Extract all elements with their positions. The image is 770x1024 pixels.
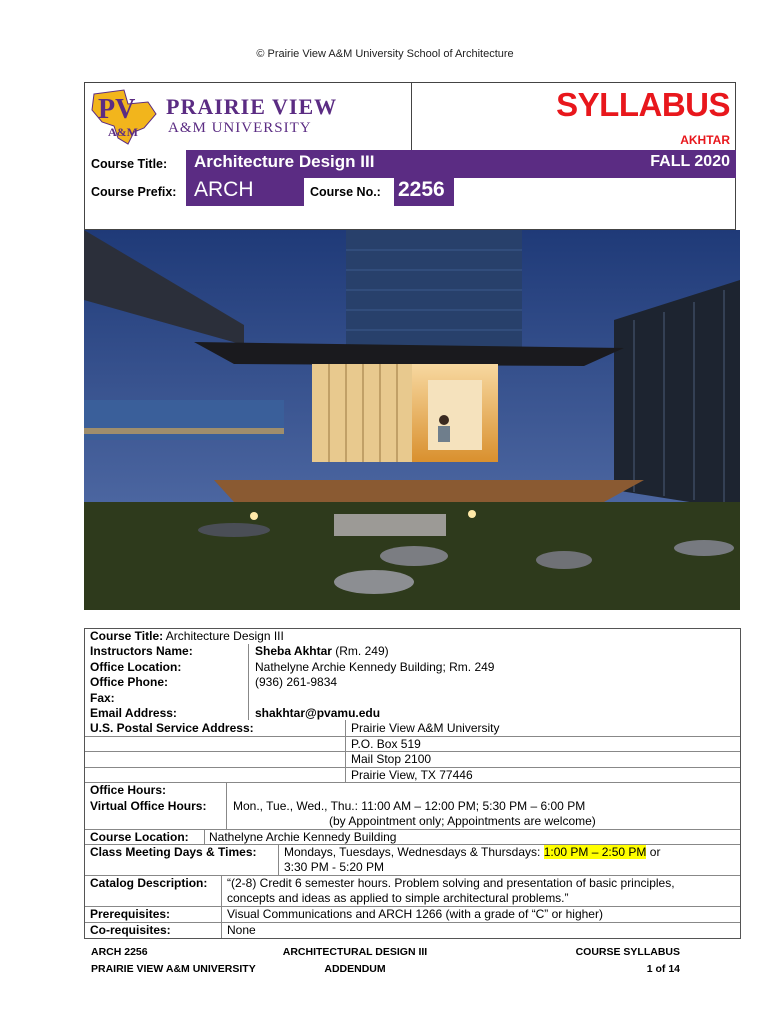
- copyright-notice: © Prairie View A&M University School of Architecture: [256, 48, 514, 60]
- office-location-label: Office Location:: [90, 660, 182, 674]
- footer-university: PRAIRIE VIEW A&M UNIVERSITY: [91, 963, 256, 975]
- meeting-or: or: [649, 845, 661, 859]
- syllabus-term: FALL 2020: [650, 153, 730, 170]
- office-phone-label: Office Phone:: [90, 675, 169, 689]
- info-course-title-row: [90, 629, 284, 645]
- prereq-value: Visual Communications and ARCH 1266 (with a grade of “C” or higher): [227, 907, 603, 921]
- footer-course-code: ARCH 2256: [91, 946, 148, 958]
- divider: [221, 875, 222, 938]
- hero-photo: [84, 230, 740, 610]
- prereq-label: Prerequisites:: [90, 907, 171, 921]
- rooftop-pavilion-illustration: [84, 230, 740, 610]
- email-value[interactable]: shakhtar@pvamu.edu: [255, 706, 381, 720]
- postal-line-2: P.O. Box 519: [351, 737, 421, 751]
- fax-label: Fax:: [90, 691, 115, 705]
- catalog-line1: “(2-8) Credit 6 semester hours. Problem solving and presentation of basic principles,: [227, 876, 675, 890]
- logo-monogram: PV: [98, 94, 136, 125]
- university-logo: [84, 82, 412, 150]
- instructor-row: [255, 644, 389, 660]
- course-prefix-label: Course Prefix:: [91, 185, 177, 199]
- instructor-name: Sheba Akhtar: [255, 644, 332, 658]
- course-prefix-value: ARCH: [194, 178, 254, 201]
- coreq-label: Co-requisites:: [90, 923, 171, 937]
- syllabus-author: AKHTAR: [680, 133, 730, 147]
- instructor-room: (Rm. 249): [335, 644, 389, 658]
- pvamu-logo-icon: [84, 82, 412, 150]
- divider: [204, 829, 205, 845]
- meeting-label: Class Meeting Days & Times:: [90, 845, 257, 859]
- postal-label: U.S. Postal Service Address:: [90, 721, 254, 735]
- catalog-label: Catalog Description:: [90, 876, 208, 890]
- info-course-title-value: Architecture Design III: [165, 629, 284, 643]
- email-label: Email Address:: [90, 706, 177, 720]
- divider: [248, 644, 249, 720]
- footer-right: [576, 944, 680, 978]
- divider: [226, 783, 227, 829]
- course-location-value: Nathelyne Archie Kennedy Building: [209, 830, 397, 844]
- logo-monogram-sub: A&M: [108, 125, 138, 139]
- meeting-time-highlight: 1:00 PM – 2:50 PM: [543, 845, 647, 859]
- logo-line2: A&M UNIVERSITY: [168, 120, 312, 136]
- office-phone-value: (936) 261-9834: [255, 675, 338, 689]
- catalog-line2: concepts and ideas as applied to simple architectural problems.”: [227, 891, 569, 905]
- page-number: 1 of 14: [646, 963, 680, 975]
- divider: [278, 844, 279, 876]
- virtual-hours-label: Virtual Office Hours:: [90, 799, 207, 813]
- footer-doc-type: COURSE SYLLABUS: [575, 946, 680, 958]
- office-location-value: Nathelyne Archie Kennedy Building; Rm. 249: [255, 660, 495, 674]
- instructor-label: Instructors Name:: [90, 644, 193, 658]
- footer-addendum: ADDENDUM: [324, 963, 386, 975]
- virtual-hours-line1: Mon., Tue., Wed., Thu.: 11:00 AM – 12:00 PM; 5:30 PM – 6:00 PM: [233, 799, 586, 813]
- footer-center: [280, 944, 430, 978]
- logo-line1: PRAIRIE VIEW: [166, 94, 338, 119]
- course-title-label: Course Title:: [91, 157, 168, 171]
- course-number-label: Course No.:: [310, 185, 381, 199]
- footer-course-name: ARCHITECTURAL DESIGN III: [282, 946, 428, 958]
- meeting-line1: [284, 845, 660, 861]
- course-title-value: Architecture Design III: [194, 152, 375, 171]
- meeting-line2: 3:30 PM - 5:20 PM: [284, 860, 385, 874]
- meeting-days: Mondays, Tuesdays, Wednesdays & Thursdays:: [284, 845, 541, 859]
- postal-line-3: Mail Stop 2100: [351, 752, 432, 766]
- virtual-hours-line2: (by Appointment only; Appointments are welcome): [329, 814, 596, 828]
- course-info-table: [84, 628, 741, 939]
- footer-left: [91, 944, 256, 978]
- divider: [345, 720, 346, 783]
- info-course-title-label: Course Title:: [90, 629, 164, 643]
- syllabus-title: SYLLABUS: [556, 86, 730, 123]
- coreq-value: None: [227, 923, 256, 937]
- postal-line-4: Prairie View, TX 77446: [351, 768, 473, 782]
- office-hours-label: Office Hours:: [90, 783, 167, 797]
- postal-line-1: Prairie View A&M University: [351, 721, 500, 735]
- course-number-value: 2256: [398, 178, 445, 201]
- course-location-label: Course Location:: [90, 830, 189, 844]
